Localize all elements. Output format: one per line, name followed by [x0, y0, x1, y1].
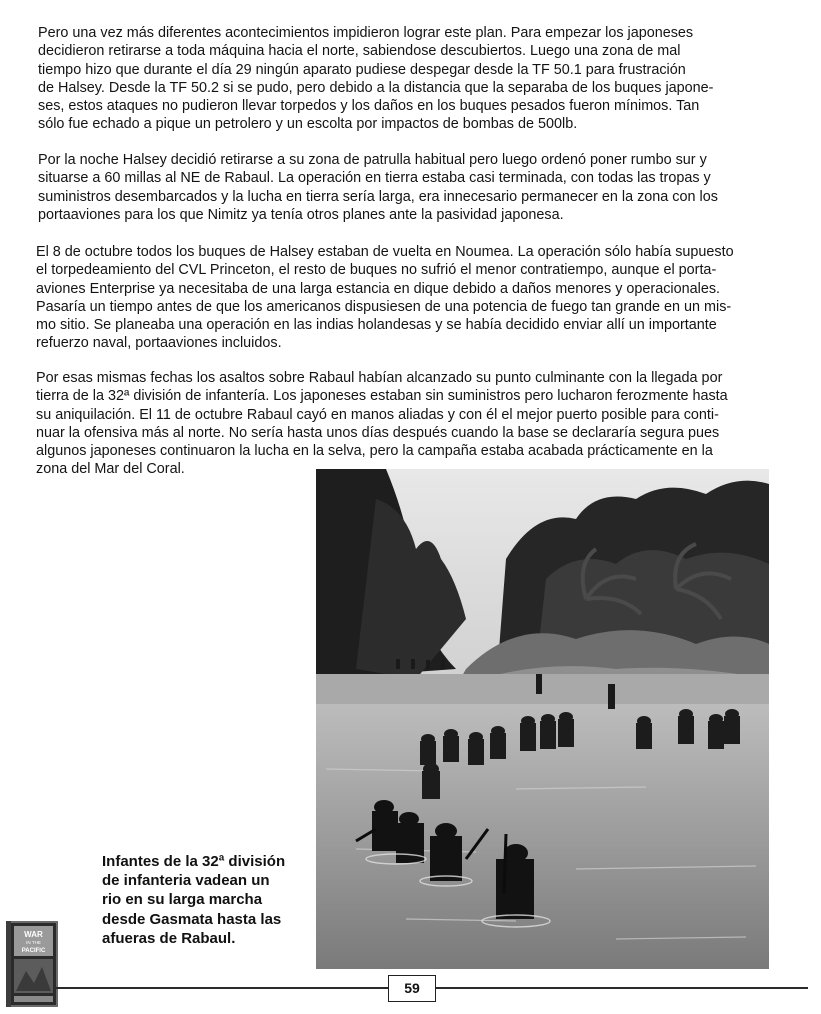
text-line: suministros desembarcados y la lucha en tierra sería larga, era innecesario permanecer en la zona con los: [38, 188, 718, 205]
river-crossing-photo: [316, 469, 769, 969]
text-line: refuerzo naval, portaaviones incluidos.: [36, 335, 282, 352]
text-line: nuar la ofensiva más al norte. No sería hasta unos días después cuando la base se declararía segura pues: [36, 424, 720, 441]
page-number: 59: [388, 975, 436, 1002]
text-line: Por la noche Halsey decidió retirarse a su zona de patrulla habitual pero luego ordenó poner rumbo sur y: [38, 152, 707, 168]
paragraph-1: [38, 24, 713, 134]
text-line: portaaviones para los que Nimitz ya tenía otros planes ante la pasividad japonesa.: [38, 206, 564, 223]
text-line: El 8 de octubre todos los buques de Halsey estaban de vuelta en Noumea. La operación sólo había supuesto: [36, 244, 734, 260]
photo-caption: [102, 852, 285, 948]
caption-line: rio en su larga marcha: [102, 891, 263, 909]
dvd-title-bottom: PACIFIC: [21, 948, 46, 954]
paragraph-3: [36, 243, 734, 353]
photo-illustration: [316, 469, 769, 969]
dvd-title-top: WAR: [24, 930, 43, 939]
text-line: tierra de la 32ª división de infantería. Los japoneses estaban sin suministros pero lucharon ferozmente hasta: [36, 388, 728, 405]
text-line: zona del Mar del Coral.: [36, 461, 185, 478]
caption-line: desde Gasmata hasta las: [102, 910, 282, 928]
paragraph-2: [38, 151, 718, 224]
text-line: Pasaría un tiempo antes de que los americanos dispusiesen de una potencia de fuego tan grande en un mis-: [36, 298, 732, 315]
text-line: el torpedeamiento del CVL Princeton, el resto de buques no sufrió el menor contratiempo, aunque el porta-: [36, 262, 717, 279]
paragraph-4: [36, 369, 728, 479]
dvd-title-mid: IN THE: [26, 940, 41, 945]
text-line: tiempo hizo que durante el día 29 ningún aparato pudiese despegar desde la TF 50.1 para frustración: [38, 61, 686, 78]
text-line: situarse a 60 millas al NE de Rabaul. La operación en tierra estaba casi terminada, con todas las tropas y: [38, 170, 711, 187]
caption-line: de infanteria vadean un: [102, 872, 270, 890]
footer-rule-left: [56, 987, 388, 989]
text-line: decidieron retirarse a toda máquina hacia el norte, sabiendose descubiertos. Luego una zona de mal: [38, 43, 681, 60]
caption-line: afueras de Rabaul.: [102, 929, 236, 947]
text-line: Por esas mismas fechas los asaltos sobre Rabaul habían alcanzado su punto culminante con la llegada por: [36, 370, 723, 386]
text-line: aviones Enterprise ya necesitaba de una larga estancia en dique debido a daños menores y operacionales.: [36, 280, 721, 297]
text-line: ses, estos ataques no pudieron llevar torpedos y los daños en los buques pesados fueron mínimos. Tan: [38, 98, 700, 115]
dvd-cover: [6, 921, 58, 1007]
caption-line: Infantes de la 32ª división: [102, 853, 286, 870]
footer-rule-right: [436, 987, 808, 989]
text-line: de Halsey. Desde la TF 50.2 si se pudo, pero debido a la distancia que la separaba de los buques japone-: [38, 79, 714, 96]
text-line: su aniquilación. El 11 de octubre Rabaul cayó en manos aliadas y con él el mejor puerto posible para conti-: [36, 406, 719, 423]
text-line: algunos japoneses continuaron la lucha en la selva, pero la campaña estaba acabada prácticamente en la: [36, 443, 713, 460]
text-line: Pero una vez más diferentes acontecimientos impidieron lograr este plan. Para empezar los japoneses: [38, 25, 694, 41]
text-line: sólo fue echado a pique un petrolero y un escolta por impactos de bombas de 500lb.: [38, 116, 578, 133]
text-line: mo sitio. Se planeaba una operación en las indias holandesas y se había decidido enviar allí un importante: [36, 317, 717, 334]
dvd-cover-art: [6, 921, 58, 1007]
